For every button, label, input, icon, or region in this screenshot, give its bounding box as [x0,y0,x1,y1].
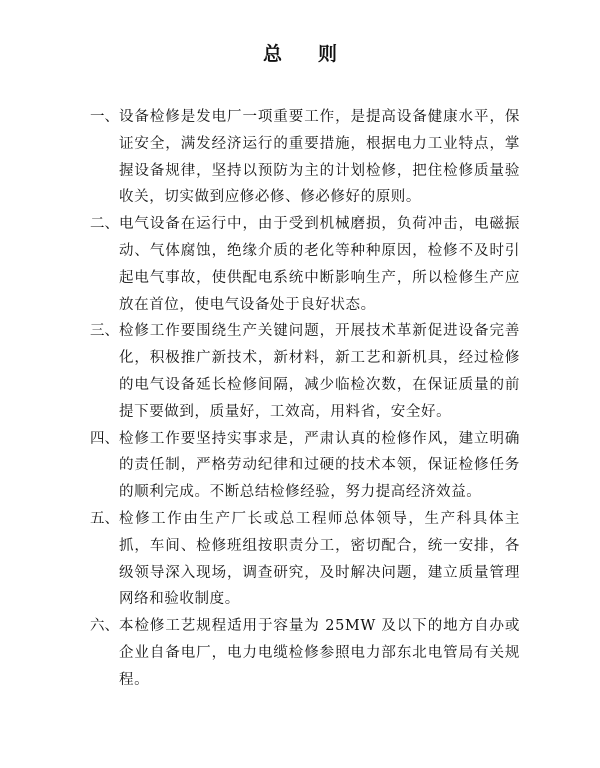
section-number: 六、 [90,618,119,635]
section-number: 五、 [90,510,119,527]
section-text: 检修工作要坚持实事求是，严肃认真的检修作风，建立明确的责任制，严格劳动纪律和过硬的技术本领，保证检修任务的顺利完成。不断总结检修经验，努力提高经济效益。 [119,430,520,501]
section-list [90,104,520,694]
section-number: 一、 [90,109,119,125]
section-5 [90,506,520,613]
section-6 [90,613,520,693]
section-number: 二、 [90,216,119,233]
section-text: 本检修工艺规程适用于容量为 25MW 及以下的地方自办或企业自备电厂，电力电缆检修参照电力部东北电管局有关规程。 [119,618,520,688]
section-text: 检修工作要围绕生产关键问题，开展技术革新促进设备完善化，积极推广新技术，新材料，新工艺和新机具，经过检修的电气设备延长检修间隔，减少临检次数，在保证质量的前提下要做到，质量好，工效高，用料省，安全好。 [119,323,520,420]
section-1 [90,104,520,211]
section-number: 四、 [90,430,119,447]
section-text: 设备检修是发电厂一项重要工作，是提高设备健康水平，保证安全，满发经济运行的重要措施，根据电力工业特点，掌握设备规律，坚持以预防为主的计划检修，把住检修质量验收关，切实做到应修必修、修必修好的原则。 [119,109,520,206]
section-number: 三、 [90,323,119,340]
section-text: 检修工作由生产厂长或总工程师总体领导，生产科具体主抓，车间、检修班组按职责分工，密切配合，统一安排，各级领导深入现场，调查研究，及时解决问题，建立质量管理网络和验收制度。 [119,510,520,608]
page-title: 总则 [262,43,373,65]
section-2 [90,211,520,318]
section-4 [90,426,520,506]
section-3 [90,318,520,425]
section-text: 电气设备在运行中，由于受到机械磨损，负荷冲击，电磁振动、气体腐蚀，绝缘介质的老化等种种原因，检修不及时引起电气事故，使供配电系统中断影响生产，所以检修生产应放在首位，使电气设备处于良好状态。 [119,216,520,313]
